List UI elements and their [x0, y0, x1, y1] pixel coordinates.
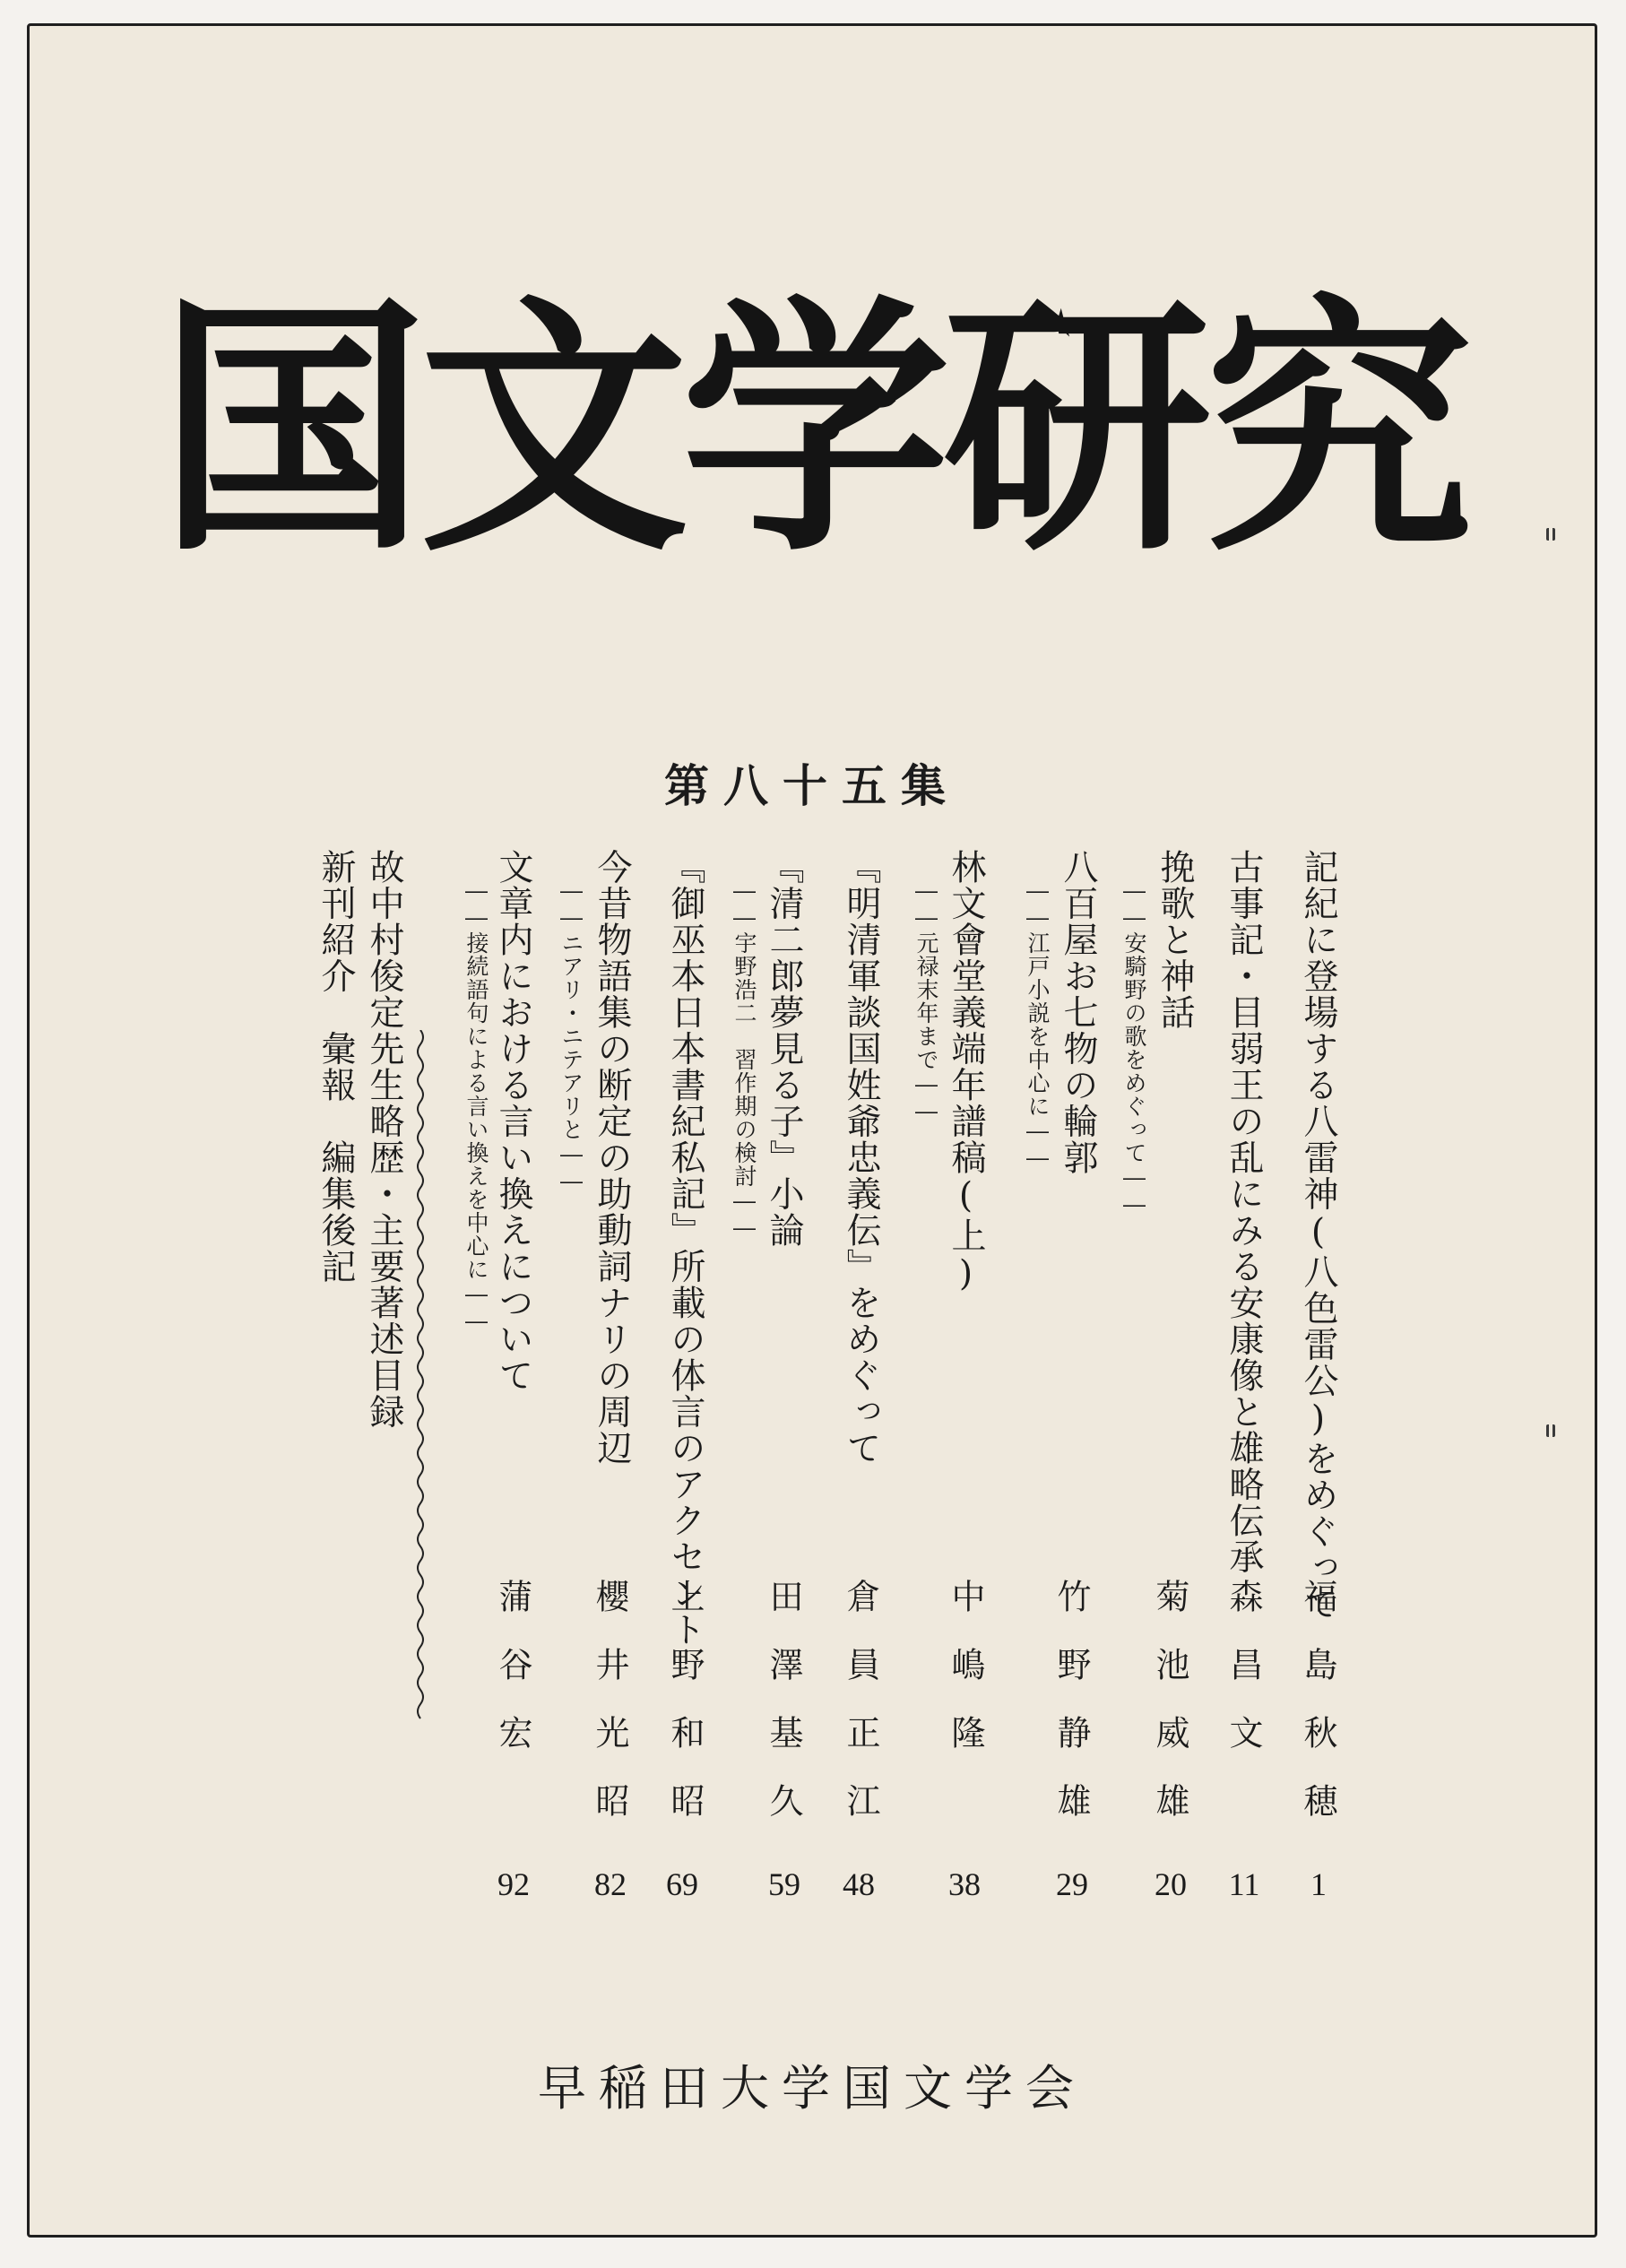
toc-author: 櫻井光昭: [590, 1579, 629, 1851]
toc-title: 今昔物語集の断定の助動詞ナリの周辺: [592, 849, 632, 1467]
issue-number: 第八十五集: [664, 760, 960, 812]
toc-subtitle: ――安騎野の歌をめぐって――: [1121, 878, 1147, 1218]
toc-page: 82: [594, 1866, 627, 1902]
toc-title: 古事記・目弱王の乱にみる安康像と雄略伝承: [1224, 849, 1264, 1575]
toc-author: 上野和昭: [665, 1579, 705, 1851]
toc-author: 倉員正江: [841, 1579, 880, 1851]
toc-page: 69: [666, 1866, 698, 1902]
journal-title: 国文学研究: [158, 271, 1466, 587]
toc-author: 菊池威雄: [1150, 1579, 1189, 1851]
toc-page: 11: [1228, 1866, 1260, 1902]
toc-subtitle: ――宇野浩二 習作期の検討――: [731, 878, 757, 1242]
toc-title: 林文會堂義端年譜稿(上): [946, 849, 986, 1295]
toc-title: 『清二郎夢見る子』小論: [764, 849, 804, 1249]
toc-page: 29: [1056, 1866, 1088, 1902]
toc-page: 1: [1310, 1866, 1327, 1902]
back-matter-item: 新刊紹介 彙報 編集後記: [316, 849, 356, 1285]
toc-title: 『明清軍談国姓爺忠義伝』をめぐって: [841, 849, 881, 1467]
toc-page: 20: [1155, 1866, 1187, 1902]
back-matter-item: 故中村俊定先生略歴・主要著述目録: [364, 849, 404, 1430]
staple-mark-bottom: [1546, 1424, 1555, 1437]
toc-author: 中嶋隆: [946, 1579, 985, 1783]
toc-author: 竹野静雄: [1051, 1579, 1091, 1851]
journal-cover: [27, 23, 1597, 2238]
toc-subtitle: ――江戸小説を中心に――: [1025, 878, 1051, 1172]
toc-author: 森昌文: [1224, 1579, 1263, 1783]
toc-page: 48: [843, 1866, 875, 1902]
toc-title: 八百屋お七物の輪郭: [1058, 849, 1098, 1176]
publisher: 早稲田大学国文学会: [538, 2060, 1086, 2117]
toc-subtitle: ――元禄末年まで――: [913, 878, 939, 1125]
toc-author: 蒲谷宏: [493, 1579, 532, 1783]
wavy-divider: [411, 1030, 429, 1720]
toc-author: 福島秋穂: [1298, 1579, 1337, 1851]
toc-subtitle: ――接続語句による言い換えを中心に――: [463, 878, 489, 1335]
toc-title: 文章内における言い換えについて: [493, 849, 533, 1394]
toc-title: 挽歌と神話: [1155, 849, 1195, 1031]
toc-page: 92: [497, 1866, 530, 1902]
toc-subtitle: ――ニアリ・ニテアリと――: [558, 878, 584, 1195]
toc-page: 38: [948, 1866, 981, 1902]
toc-page: 59: [768, 1866, 800, 1902]
toc-title: 記紀に登場する八雷神(八色雷公)をめぐって: [1298, 849, 1338, 1623]
toc-author: 田澤基久: [764, 1579, 803, 1851]
toc-title: 『御巫本日本書紀私記』所載の体言のアクセント: [665, 849, 705, 1648]
